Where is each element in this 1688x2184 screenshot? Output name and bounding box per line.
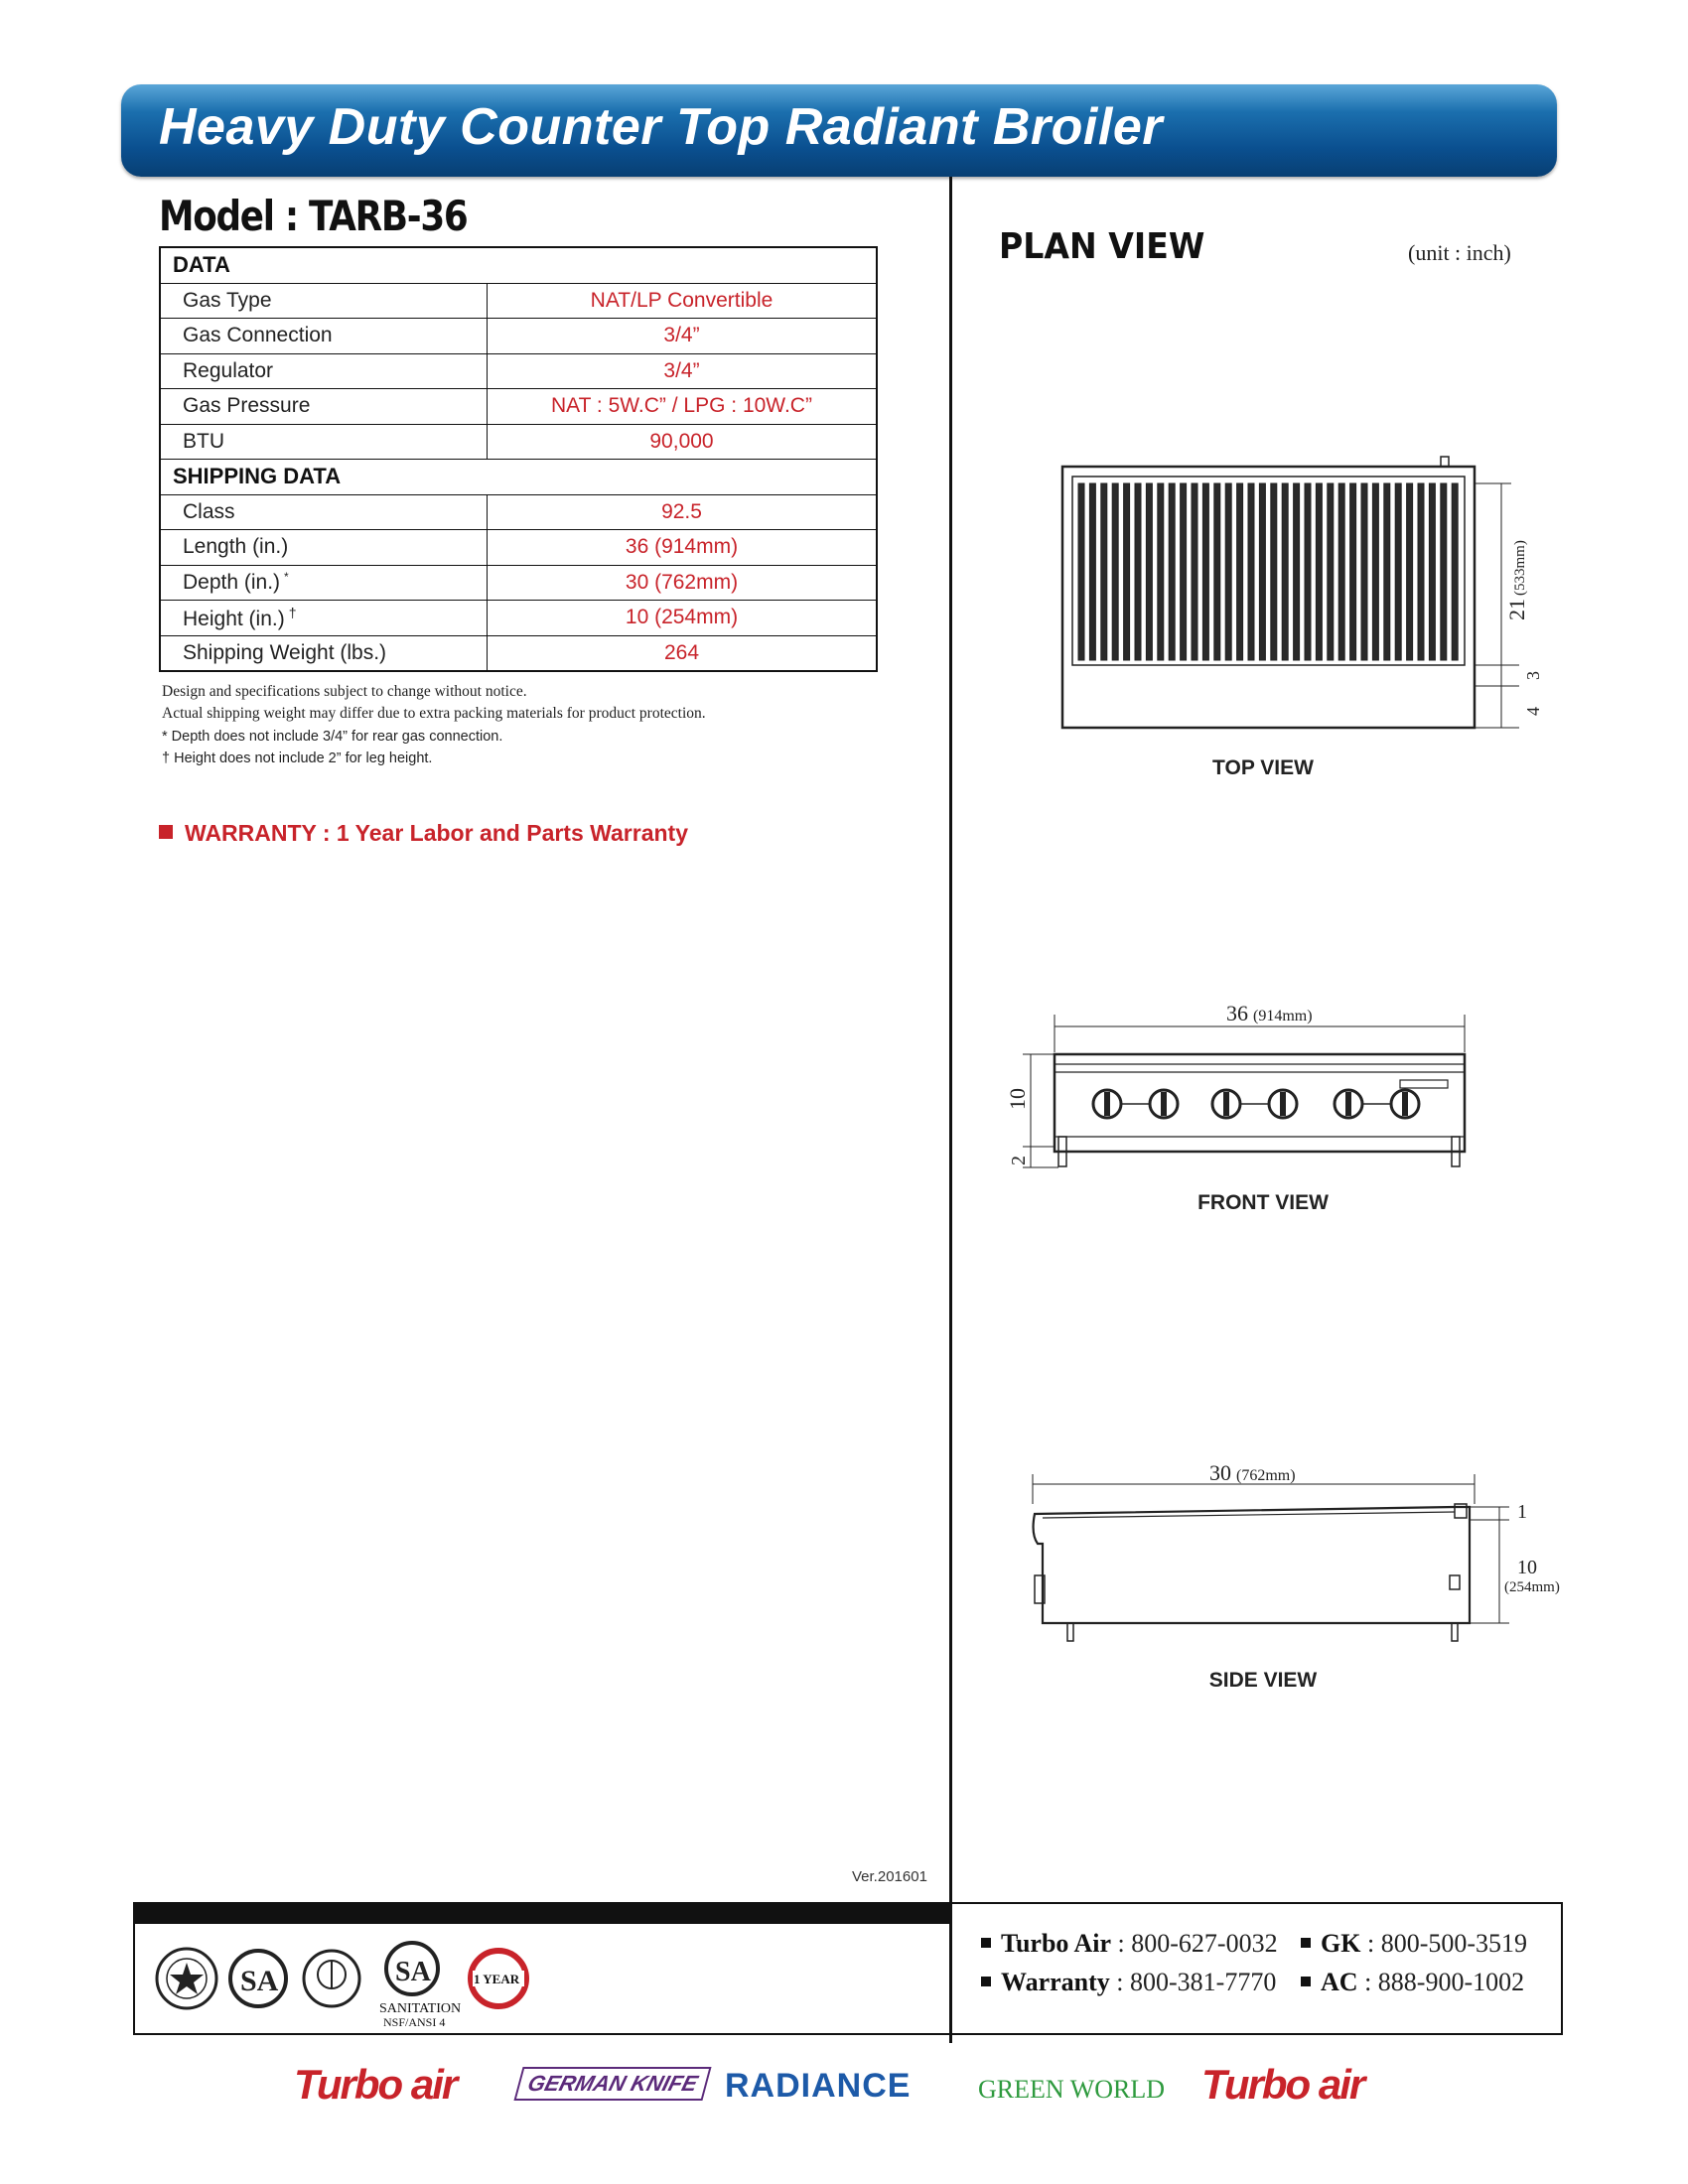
row-value: NAT/LP Convertible [488,283,878,319]
footnote-mark: † [288,604,297,620]
note: Actual shipping weight may differ due to extra packing materials for product protection. [162,705,706,722]
bullet-icon [981,1977,991,1986]
side-dim-depth: 30 [1209,1460,1231,1485]
knob-handle [1345,1092,1351,1116]
table-row [160,424,877,460]
row-label: Gas Connection [160,319,488,354]
row-value: 92.5 [488,494,878,530]
grate-bar [1158,483,1164,660]
brand-logo-radiance: RADIANCE [725,2067,912,2105]
note: Design and specifications subject to change without notice. [162,683,527,700]
design-certified-icon [157,1949,216,2008]
grate-bar [1361,483,1367,660]
grate-bar [1248,483,1254,660]
side-view-drawing [1013,1454,1569,1653]
side-dim-height: 10 [1517,1557,1537,1578]
ul-certified-icon [304,1951,359,2006]
table-row [160,319,877,354]
knob-handle [1280,1092,1286,1116]
brand-logo-german-knife: GERMAN KNIFE [513,2067,711,2101]
row-label: Regulator [160,353,488,389]
grate-bar [1225,483,1231,660]
table-row [160,601,877,636]
grate-bar [1350,483,1356,660]
certification-logos [149,1931,546,2030]
side-dim-top: 1 [1517,1501,1527,1523]
grate-bar [1202,483,1208,660]
bullet-icon [981,1938,991,1948]
warranty-text: WARRANTY : 1 Year Labor and Parts Warranty [185,820,688,846]
table-row [160,530,877,566]
row-label: Depth (in.) [183,571,281,595]
contact-gk: GK : 800-500-3519 [1301,1929,1527,1959]
bullet-icon [1301,1938,1311,1948]
top-dim-b: 4 [1523,707,1543,716]
grate-bar [1441,483,1447,660]
bullet-icon [1301,1977,1311,1986]
table-row [160,565,877,601]
grate-bar [1078,483,1084,660]
column-divider [949,177,952,2043]
grate-bar [1418,483,1424,660]
grate-bar [1237,483,1243,660]
top-dim-a: 3 [1523,671,1543,680]
row-label: Gas Type [160,283,488,319]
one-year-warranty-icon [471,1951,526,2006]
contact-warranty: Warranty : 800-381-7770 [981,1968,1276,1997]
csa-sanitation-icon [379,1943,461,2029]
shipping-heading: SHIPPING DATA [160,460,877,495]
row-label: Gas Pressure [160,389,488,425]
csa-icon [230,1951,286,2006]
knob-handle [1402,1092,1408,1116]
footer-bar [133,1902,950,1924]
grate-bar [1316,483,1322,660]
row-label: Shipping Weight (lbs.) [160,635,488,671]
footer-divider [949,1902,951,2035]
front-dim-height: 10 [1005,1088,1030,1110]
warranty-line [159,820,688,847]
grate-bar [1395,483,1401,660]
row-label: BTU [160,424,488,460]
one-year-label: 1 YEAR [474,1972,520,1986]
front-dim-width: 36 [1226,1001,1248,1025]
unit-label: (unit : inch) [1408,240,1511,265]
grate-bar [1384,483,1390,660]
brand-logo-turbo-air-ac: Turbo air [1201,2061,1364,2108]
contact-turbo-air: Turbo Air : 800-627-0032 [981,1929,1278,1959]
brand-logo-turbo-air: Turbo air [294,2061,457,2108]
page-title: Heavy Duty Counter Top Radiant Broiler [159,98,1163,156]
row-value: 3/4” [488,353,878,389]
spec-table [159,246,878,672]
front-view-caption: FRONT VIEW [1197,1191,1329,1214]
table-row [160,283,877,319]
top-view-drawing [1053,452,1569,740]
grate-bar [1294,483,1300,660]
note: † Height does not include 2” for leg height. [162,751,433,766]
row-value: 90,000 [488,424,878,460]
table-row [160,389,877,425]
knob-handle [1161,1092,1167,1116]
grate-bar [1338,483,1344,660]
sanitation-label: SANITATION [379,2001,462,2016]
front-view-drawing [993,993,1489,1181]
front-dim-width-mm: (914mm) [1253,1008,1313,1024]
grate-bar [1181,483,1187,660]
top-dim-depth: 21 [1504,599,1529,620]
grate-bar [1452,483,1458,660]
grate-bar [1146,483,1152,660]
grate-bar [1169,483,1175,660]
row-label: Class [160,494,488,530]
side-dim-depth-mm: (762mm) [1236,1467,1296,1484]
row-value: 10 (254mm) [488,601,878,636]
grate-bar [1328,483,1334,660]
table-row [160,494,877,530]
contact-ac: AC : 888-900-1002 [1301,1968,1524,1997]
footnote-mark: * [284,570,289,585]
svg-text:SA: SA [240,1965,279,1997]
brand-logo-green-world: GREEN WORLD [978,2075,1166,2104]
top-view-caption: TOP VIEW [1212,756,1314,779]
grate-bar [1271,483,1277,660]
version-label: Ver.201601 [852,1868,927,1885]
grate-bar [1282,483,1288,660]
top-dim-depth-mm: (533mm) [1512,540,1528,596]
grate-bar [1305,483,1311,660]
grate-bar [1429,483,1435,660]
data-heading: DATA [160,247,877,283]
bullet-square-icon [159,825,173,839]
table-row [160,353,877,389]
knob-handle [1223,1092,1229,1116]
row-value: 3/4” [488,319,878,354]
row-label: Length (in.) [160,530,488,566]
row-value: NAT : 5W.C” / LPG : 10W.C” [488,389,878,425]
grate-bar [1101,483,1107,660]
knob-handle [1104,1092,1110,1116]
grate-bar [1259,483,1265,660]
model-number: Model : TARB-36 [159,192,468,240]
svg-text:SA: SA [395,1957,431,1987]
side-dim-height-mm: (254mm) [1504,1579,1560,1595]
grate-bar [1192,483,1197,660]
front-dim-leg: 2 [1008,1156,1030,1165]
plan-view-title: PLAN VIEW [999,226,1205,267]
grate-bar [1214,483,1220,660]
row-label: Height (in.) [183,607,285,630]
table-row [160,635,877,671]
grate-bar [1112,483,1118,660]
nsf-label: NSF/ANSI 4 [383,2015,446,2029]
grate-bar [1372,483,1378,660]
row-value: 30 (762mm) [488,565,878,601]
grate-bar [1407,483,1413,660]
grate-bar [1124,483,1130,660]
row-value: 264 [488,635,878,671]
row-value: 36 (914mm) [488,530,878,566]
side-view-caption: SIDE VIEW [1208,1669,1318,1692]
grate-bar [1135,483,1141,660]
note: * Depth does not include 3/4” for rear gas connection. [162,729,503,745]
grate-bar [1089,483,1095,660]
